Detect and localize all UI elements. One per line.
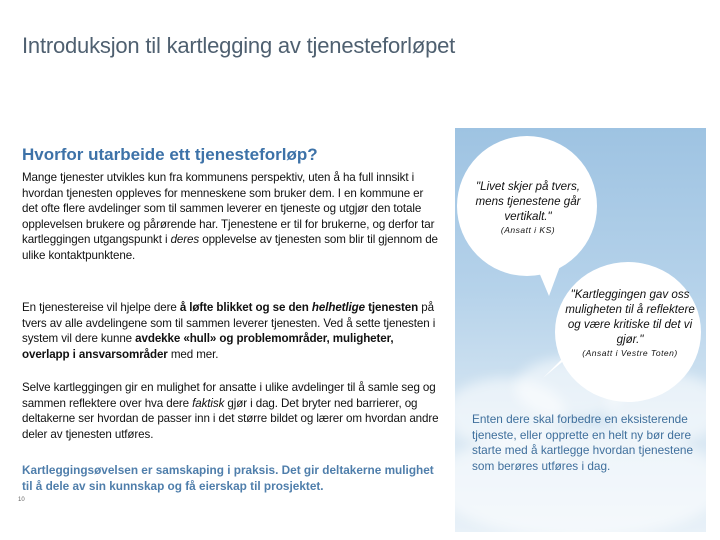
slide-title: Introduksjon til kartlegging av tjenesteforløpet [22,33,456,58]
page-number: 10 [18,497,25,503]
sky-panel [455,128,706,532]
panel-callout-text: Enten dere skal forbedre en eksisterende tjeneste, eller opprette en helt ny bør dere starte med å kartlegge hvordan tjenestene som berøres utføres i dag. [472,412,694,473]
text: Selve kartleggingen gir en mulighet for ansatte i ulike avdelinger til å samle seg og sammen reflektere over hva dere [22,381,436,410]
bold-text: avdekke «hull» og problemområder, muligheter, overlapp i ansvarsområder [22,332,394,361]
paragraph-mapping [22,380,442,442]
quote-attribution: (Ansatt i KS) [500,225,556,235]
paragraph-intro [22,170,442,264]
emphasis-text: faktisk [192,396,225,410]
quote-text: "Livet skjer på tvers, mens tjenestene går vertikalt." [475,180,581,223]
text: Mange tjenester utvikles kun fra kommunens perspektiv, uten å ha full innsikt i hvordan tjenesten oppleves for menneskene som bruker dem. I en kommune er det ofte flere avdelinger som til sammen leverer en tjeneste og utgjør den totale opplevelsen brukere og pårørende har. Tjenestene er til for brukerne, og derfor tar kartleggingen utgangspunkt i [22,171,435,247]
bold-italic-text: helhetlige [311,301,366,314]
text: med mer. [167,347,219,361]
text: på tvers av alle avdelingene som til sammen leverer tjenesten. Ved å sette tjenesten i system vil dere kunne [22,301,436,346]
closing-statement: Kartleggingsøvelsen er samskaping i praksis. Det gir deltakerne mulighet til å dele av sin kunnskap og få eierskap til prosjektet. [22,463,434,493]
section-heading: Hvorfor utarbeide ett tjenesteforløp? [22,145,318,164]
text: gjør i dag. Det bryter ned barrierer, og deltakerne ser hvordan de passer inn i det større bildet og lærer om hvordan andre deler av tjenesten utføres. [22,396,439,441]
quote-1 [469,179,587,236]
bold-text: å løfte blikket og se den [179,301,312,314]
paragraph-journey [22,300,442,362]
text: opplevelse av tjenesten som blir til gjennom de ulike kontaktpunktene. [22,233,438,262]
quote-text: "Kartleggingen gav oss muligheten til å reflektere og være kritiske til det vi gjør." [565,288,695,346]
bold-text: tjenesten [365,301,419,314]
quote-2 [565,287,695,359]
text: En tjenestereise vil hjelpe dere [22,301,180,314]
emphasis-text: deres [170,233,200,247]
quote-attribution: (Ansatt i Vestre Toten) [582,348,678,358]
